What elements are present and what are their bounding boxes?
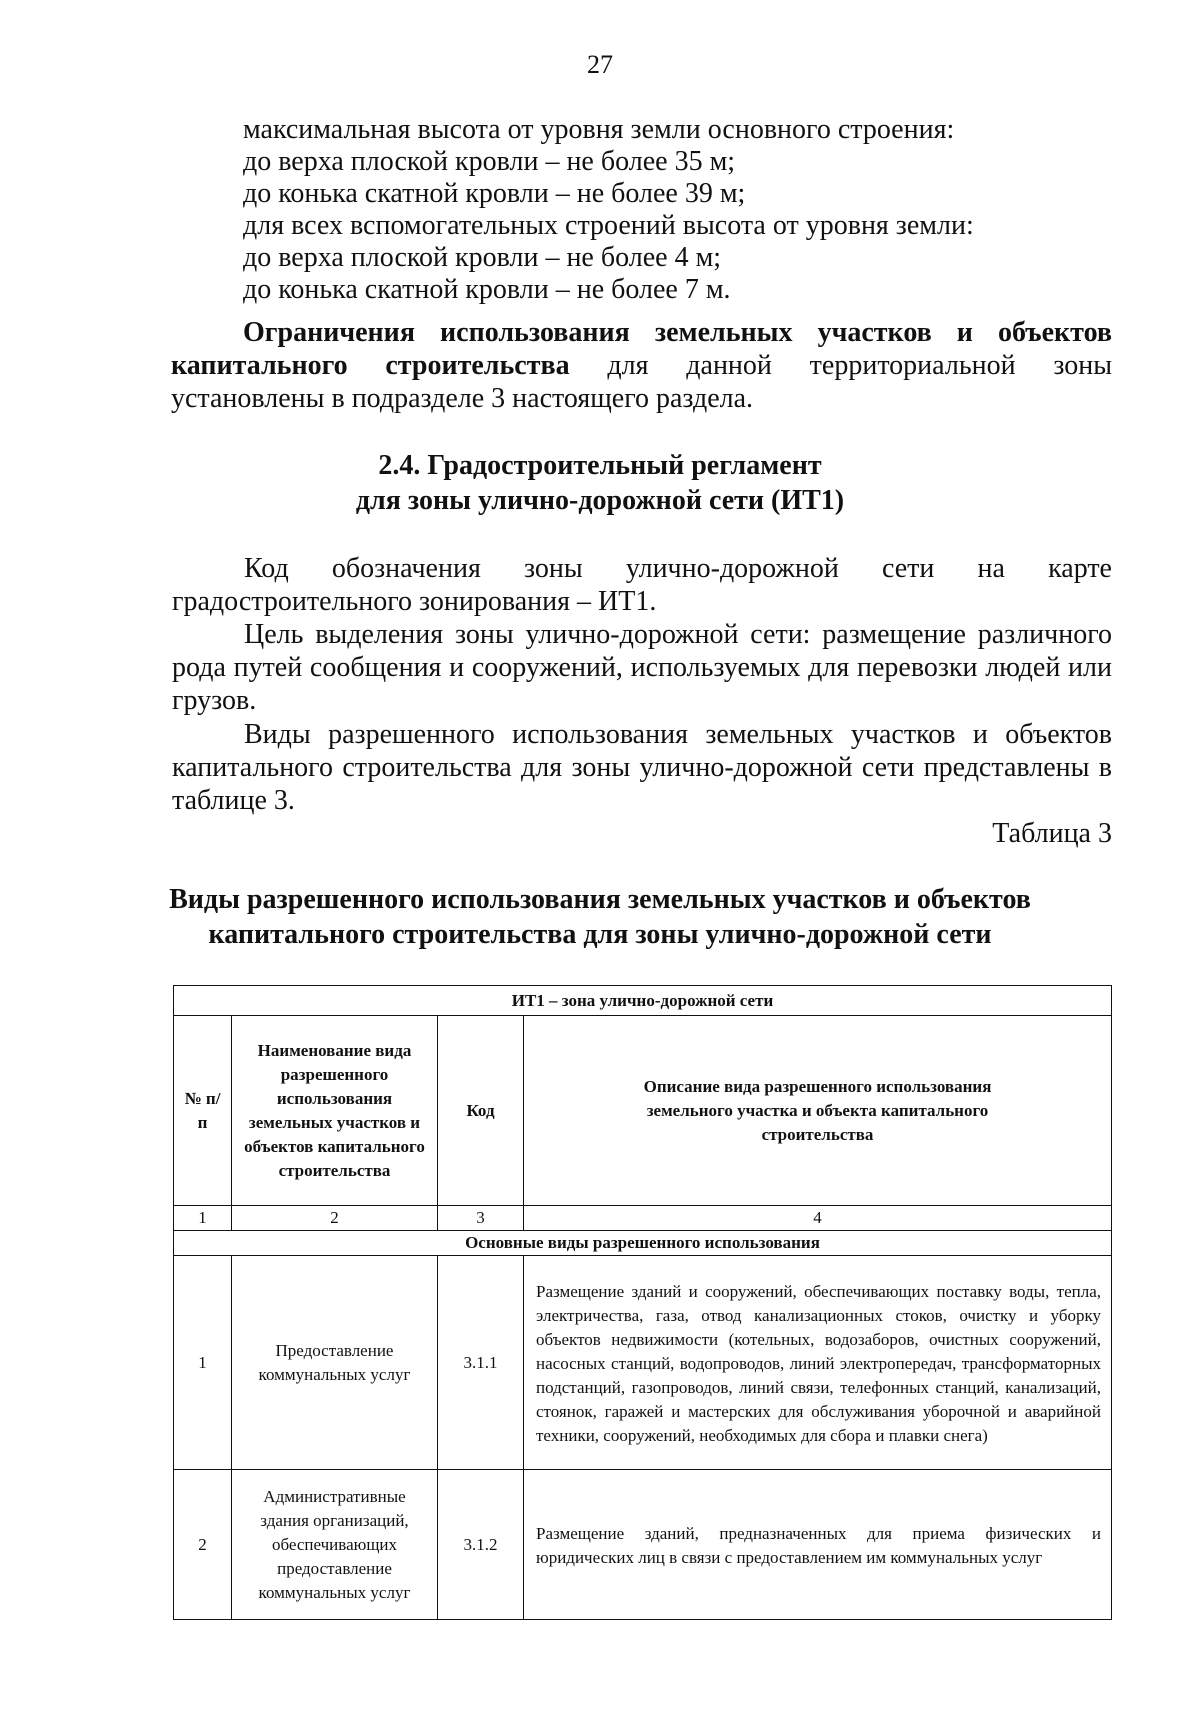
row-name: Предоставление коммунальных услуг (232, 1256, 438, 1470)
height-line: до верха плоской кровли – не более 4 м; (243, 242, 722, 273)
table-zone-title-row (174, 986, 1112, 1016)
column-number: 3 (438, 1206, 524, 1231)
column-number: 2 (232, 1206, 438, 1231)
table-header-row (174, 1016, 1112, 1206)
header-description: Описание вида разрешенного использования земельного участка и объекта капитального строительства (524, 1016, 1112, 1206)
section-heading-line: 2.4. Градостроительный регламент (378, 450, 822, 481)
header-number: № п/п (174, 1016, 232, 1206)
permitted-uses-table (173, 985, 1112, 1620)
table-section-title: Основные виды разрешенного использования (174, 1231, 1112, 1256)
table-zone-title: ИТ1 – зона улично-дорожной сети (174, 986, 1112, 1016)
row-description: Размещение зданий, предназначенных для приема физических и юридических лиц в связи с предоставлением им коммунальных услуг (524, 1470, 1112, 1620)
row-name: Административные здания организаций, обеспечивающих предоставление коммунальных услуг (232, 1470, 438, 1620)
section-heading (0, 448, 1200, 518)
header-name: Наименование вида разрешенного использования земельных участков и объектов капитального строительства (232, 1016, 438, 1206)
row-code: 3.1.1 (438, 1256, 524, 1470)
table-caption-line: Виды разрешенного использования земельных участков и объектов (169, 884, 1031, 915)
paragraph-text: Виды разрешенного использования земельных участков и объектов капитального строительства для зоны улично-дорожной сети представлены в таблице 3. (172, 719, 1112, 816)
section-heading-line: для зоны улично-дорожной сети (ИТ1) (355, 485, 845, 516)
paragraph-text: Код обозначения зоны улично-дорожной сети на карте градостроительного зонирования – ИТ1. (172, 553, 1112, 617)
restrictions-text: для данной территориальной зоны установлены в подразделе 3 настоящего раздела. (171, 350, 1113, 414)
column-number: 4 (524, 1206, 1112, 1231)
height-line: до верха плоской кровли – не более 35 м; (243, 146, 736, 177)
height-line: до конька скатной кровли – не более 39 м; (243, 178, 746, 209)
table-label: Таблица 3 (992, 818, 1112, 849)
restrictions-paragraph (171, 316, 1112, 415)
row-description: Размещение зданий и сооружений, обеспечивающих поставку воды, тепла, электричества, газа, отвод канализационных стоков, очистку и уборку объектов недвижимости (котельных, водозаборов, очистных сооружений, насосных станций, водопроводов, линий электропередач, трансформаторных подстанций, газопроводов, линий связи, телефонных станций, канализаций, стоянок, гаражей и мастерских для обслуживания уборочной и аварийной техники, сооружений, необходимых для сбора и плавки снега) (524, 1256, 1112, 1470)
height-line: максимальная высота от уровня земли основного строения: (243, 114, 955, 145)
header-code: Код (438, 1016, 524, 1206)
table-caption (0, 882, 1200, 952)
row-number: 2 (174, 1470, 232, 1620)
row-code: 3.1.2 (438, 1470, 524, 1620)
table-row (174, 1470, 1112, 1620)
height-line: до конька скатной кровли – не более 7 м. (243, 274, 731, 305)
paragraph-zone-code (172, 552, 1112, 618)
column-number: 1 (174, 1206, 232, 1231)
table-caption-line: капитального строительства для зоны улично-дорожной сети (208, 919, 992, 950)
row-number: 1 (174, 1256, 232, 1470)
paragraph-permitted-uses (172, 718, 1112, 817)
restrictions-bold-text: Ограничения использования земельных участков и объектов капитального строительства (171, 317, 1112, 381)
table-section-row (174, 1231, 1112, 1256)
paragraph-text: Цель выделения зоны улично-дорожной сети: размещение различного рода путей сообщения и сооружений, используемых для перевозки людей или грузов. (172, 619, 1112, 716)
page-number: 27 (587, 50, 613, 79)
height-line: для всех вспомогательных строений высота от уровня земли: (243, 210, 974, 241)
table-column-numbers-row (174, 1206, 1112, 1231)
paragraph-zone-purpose (172, 618, 1112, 717)
table-row (174, 1256, 1112, 1470)
